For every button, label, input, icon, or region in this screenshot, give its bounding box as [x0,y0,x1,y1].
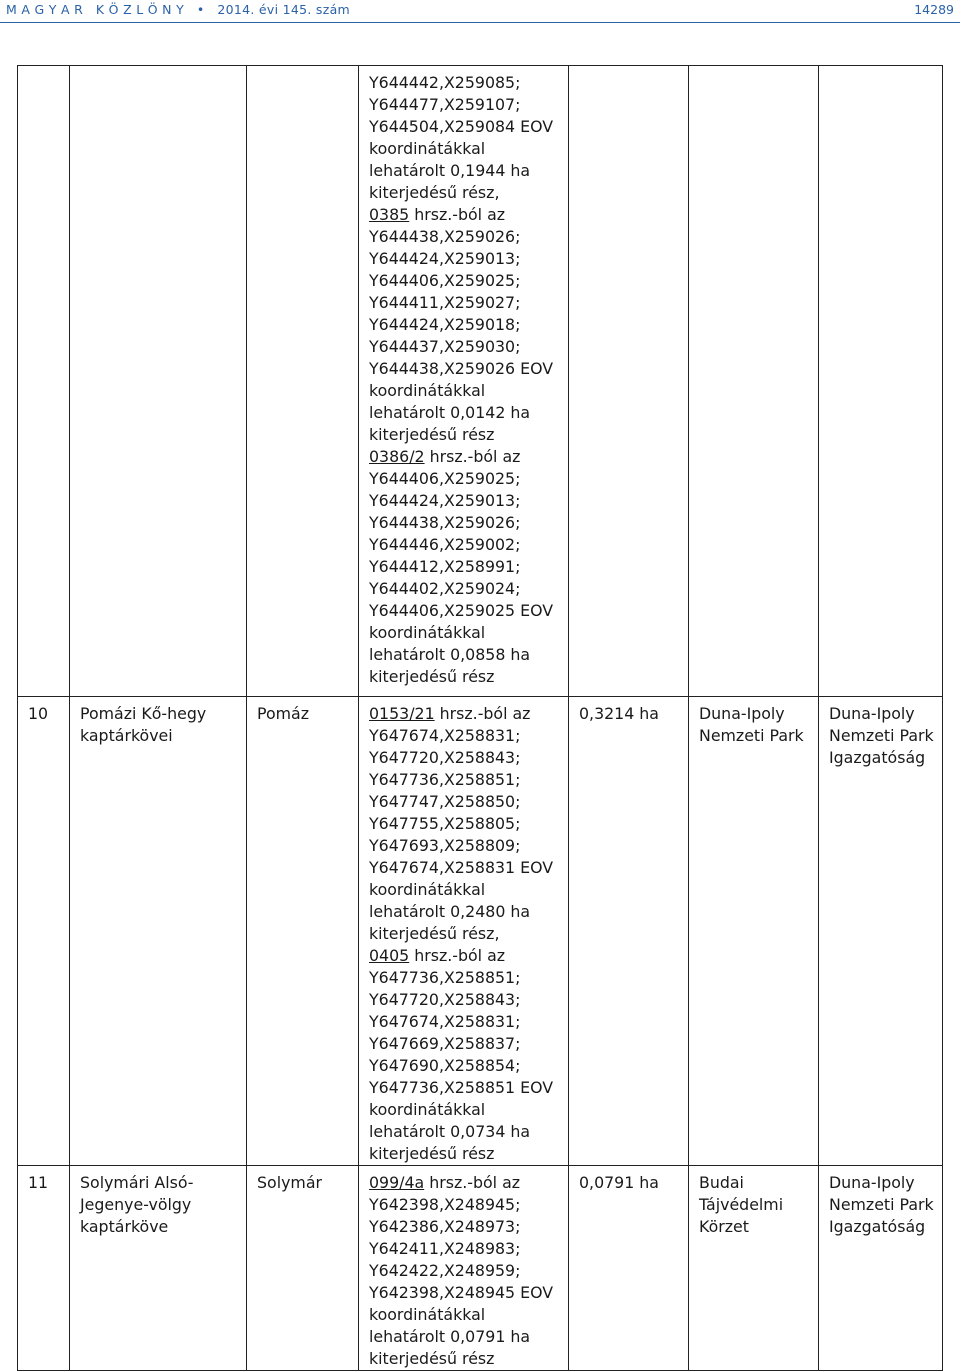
cell-name-cont [70,66,247,697]
parcel-id: 0405 [369,946,410,965]
parcel-b: 0405 hrsz.-ból az [369,946,506,965]
parcel-0385-lines [369,226,562,446]
text-line: Igazgatóság [829,1217,926,1236]
parcel-text: hrsz.-ból az [424,447,521,466]
text-line: Y644412,X258991; [369,557,521,576]
text-line: Y644437,X259030; [369,337,521,356]
text-line: kiterjedésű rész [369,1144,495,1163]
text-line: lehatárolt 0,1944 ha [369,161,531,180]
page-header [0,0,960,24]
text-line: Y647674,X258831; [369,726,521,745]
text-line: koordinátákkal [369,1305,486,1324]
text-line: lehatárolt 0,2480 ha [369,902,531,921]
text-line: Nemzeti Park [829,1195,934,1214]
text-line: Y644438,X259026; [369,513,521,532]
parcel-id: 099/4a [369,1173,425,1192]
text-line: Y644477,X259107; [369,95,521,114]
text-line: koordinátákkal [369,623,486,642]
parcel-description [359,1166,569,1371]
row-number: 11 [18,1166,70,1371]
text-line: Y647720,X258843; [369,748,521,767]
text-line: Nemzeti Park [829,726,934,745]
parcel-text: hrsz.-ból az [409,205,506,224]
text-line: kiterjedésű rész [369,425,495,444]
text-line: Y642398,X248945; [369,1195,521,1214]
row-number: 10 [18,697,70,1166]
text-line: Y642411,X248983; [369,1239,521,1258]
text-line: Duna-Ipoly [829,1173,915,1192]
text-line: Igazgatóság [829,748,926,767]
region [689,697,819,1166]
text-line: Duna-Ipoly [829,704,915,723]
text-line: Y644402,X259024; [369,579,521,598]
cell-region-cont [689,66,819,697]
header-divider [0,22,960,23]
text-line: koordinátákkal [369,139,486,158]
text-line: kiterjedésű rész, [369,183,500,202]
text-line: Y644424,X259013; [369,249,521,268]
text-line: lehatárolt 0,0734 ha [369,1122,531,1141]
text-line: Y647674,X258831 EOV [369,858,554,877]
authority [819,1166,943,1371]
text-line: Y647690,X258854; [369,1056,521,1075]
parcel-0386-2-lines [369,468,562,688]
text-line: Y647736,X258851; [369,770,521,789]
site-name [70,697,247,1166]
table-row [18,697,943,1166]
parcel-0386-2 [369,446,562,468]
text-line: Y644442,X259085; [369,73,521,92]
text-line: Y644424,X259018; [369,315,521,334]
text-line: Y644438,X259026; [369,227,521,246]
text-line: Tájvédelmi [699,1195,784,1214]
text-line: kiterjedésű rész [369,1349,495,1368]
parcel-0385 [369,204,562,226]
text-line: kaptárköve [80,1217,169,1236]
text-line: Y647755,X258805; [369,814,521,833]
settlement: Solymár [247,1166,359,1371]
settlement: Pomáz [247,697,359,1166]
text-line: Y644424,X259013; [369,491,521,510]
text-line: Y647720,X258843; [369,990,521,1009]
parcel-a: 0153/21 hrsz.-ból az [369,704,531,723]
text-line: Pomázi Kő-hegy [80,704,207,723]
parcel-id: 0386/2 [369,447,425,466]
text-line: Körzet [699,1217,749,1236]
text-line: Y647736,X258851 EOV [369,1078,554,1097]
area: 0,0791 ha [569,1166,689,1371]
text-line: Y644446,X259002; [369,535,521,554]
text-line: koordinátákkal [369,880,486,899]
text-line: koordinátákkal [369,1100,486,1119]
parcel-description [359,697,569,1166]
text-line: Y642386,X248973; [369,1217,521,1236]
parcel-a: 099/4a hrsz.-ból az [369,1173,521,1192]
text-line: Y642422,X248959; [369,1261,521,1280]
continuation-lines [369,72,562,204]
text-line: Y647669,X258837; [369,1034,521,1053]
area: 0,3214 ha [569,697,689,1166]
text-line: Y647736,X258851; [369,968,521,987]
text-line: koordinátákkal [369,381,486,400]
text-line: Y644411,X259027; [369,293,521,312]
cell-authority-cont [819,66,943,697]
text-line: Y644406,X259025; [369,271,521,290]
text-line: Nemzeti Park [699,726,804,745]
text-line: kiterjedésű rész, [369,924,500,943]
text-line: Y647747,X258850; [369,792,521,811]
journal-title: M A G Y A R K Ö Z L Ö N Y • 2014. évi 145. szám [6,2,351,17]
cell-settlement-cont [247,66,359,697]
parcel-id: 0385 [369,205,410,224]
text-line: lehatárolt 0,0858 ha [369,645,531,664]
text-line: lehatárolt 0,0142 ha [369,403,531,422]
text-line: Y647674,X258831; [369,1012,521,1031]
authority [819,697,943,1166]
cell-num-cont [18,66,70,697]
text-line: Y644438,X259026 EOV [369,359,554,378]
text-line: Budai [699,1173,744,1192]
text-line: Y647693,X258809; [369,836,521,855]
text-line: Duna-Ipoly [699,704,785,723]
page-number: 14289 [914,2,954,17]
region [689,1166,819,1371]
text-line: kaptárkövei [80,726,173,745]
text-line: Y644406,X259025 EOV [369,601,554,620]
register-table [17,65,943,1371]
text-line: Y642398,X248945 EOV [369,1283,554,1302]
text-line: Jegenye-völgy [80,1195,192,1214]
cell-parcels-cont [359,66,569,697]
parcel-id: 0153/21 [369,704,435,723]
site-name [70,1166,247,1371]
table-row-continuation [18,66,943,697]
table-row [18,1166,943,1371]
text-line: kiterjedésű rész [369,667,495,686]
cell-area-cont [569,66,689,697]
text-line: Y644406,X259025; [369,469,521,488]
text-line: lehatárolt 0,0791 ha [369,1327,531,1346]
text-line: Solymári Alsó- [80,1173,194,1192]
text-line: Y644504,X259084 EOV [369,117,554,136]
